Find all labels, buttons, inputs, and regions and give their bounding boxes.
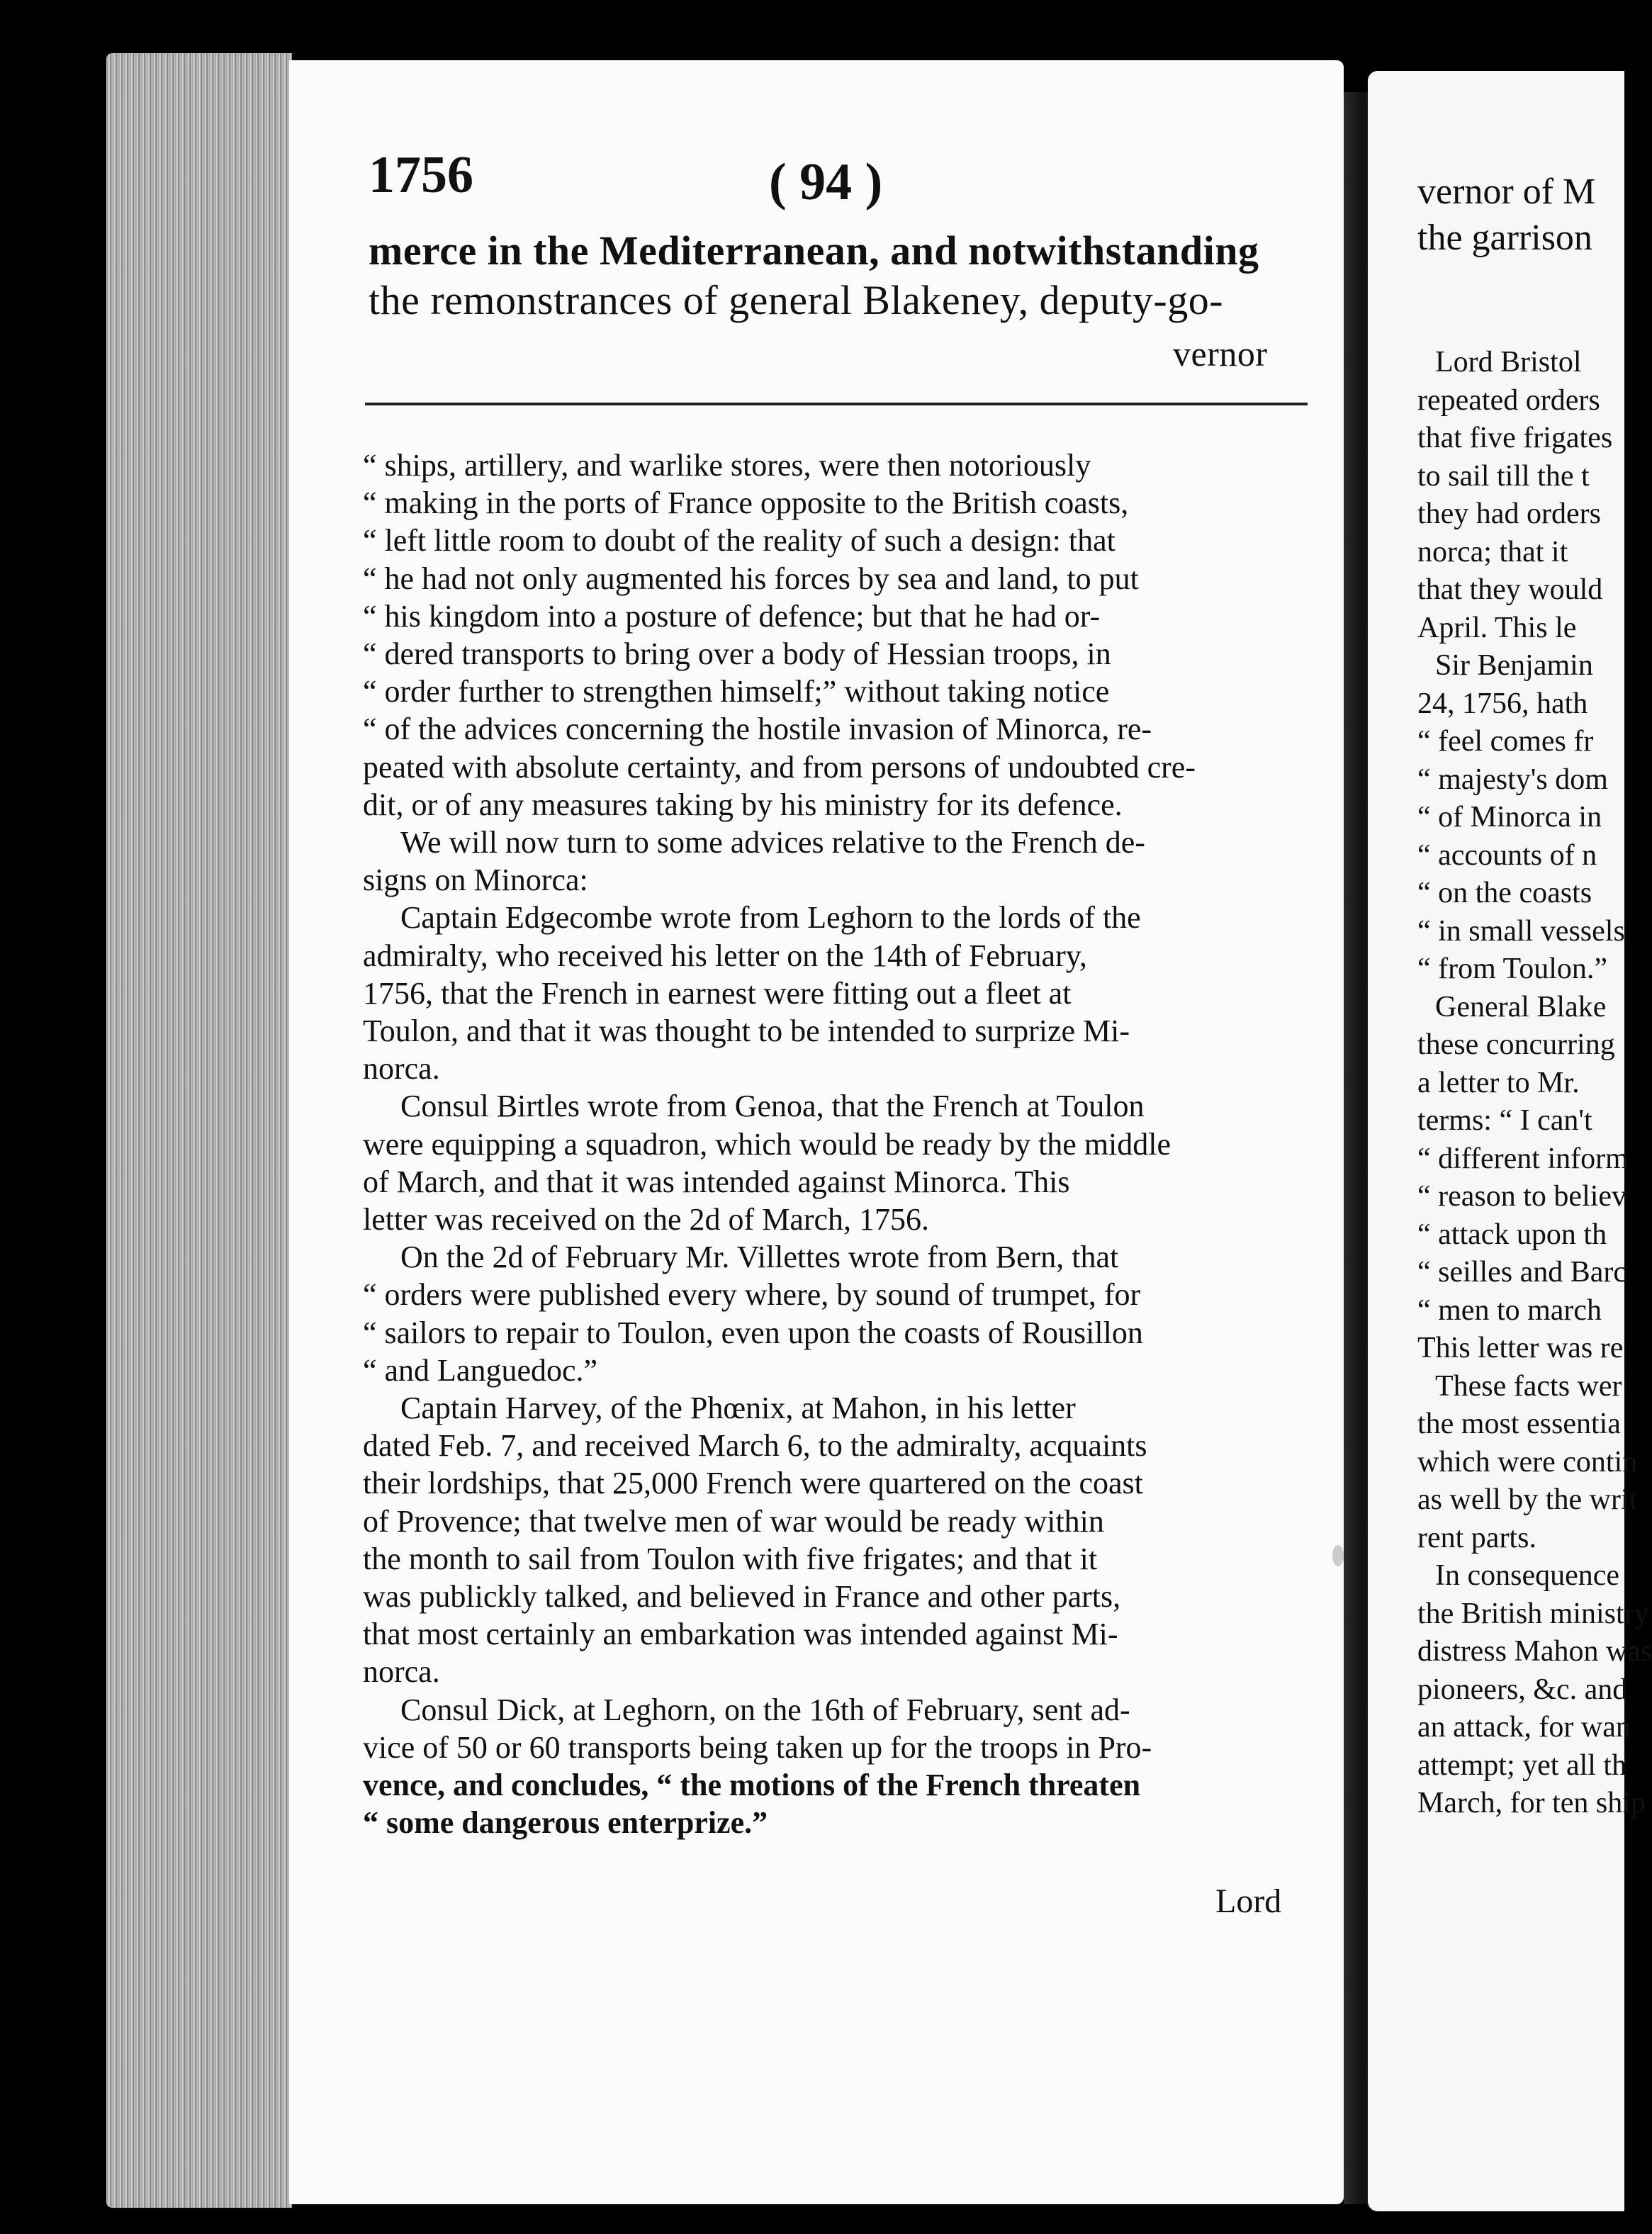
right-page-line: March, for ten ship <box>1417 1787 1646 1819</box>
right-page-line: rent parts. <box>1417 1521 1536 1554</box>
body-line: Captain Edgecombe wrote from Leghorn to the lords of the <box>400 900 1141 936</box>
body-line: letter was received on the 2d of March, 1756. <box>363 1202 930 1237</box>
body-line: Toulon, and that it was thought to be intended to surprize Mi- <box>363 1014 1130 1048</box>
body-line: their lordships, that 25,000 French were quartered on the coast <box>363 1466 1143 1501</box>
body-line: Consul Birtles wrote from Genoa, that the French at Toulon <box>400 1089 1145 1124</box>
header-rule <box>365 403 1308 405</box>
right-page-line: these concurring <box>1417 1028 1615 1061</box>
right-page-line: “ majesty's dom <box>1417 763 1608 796</box>
right-page-line: “ feel comes fr <box>1417 725 1594 758</box>
catchword: Lord <box>1215 1882 1282 1920</box>
body-line: We will now turn to some advices relative to the French de- <box>400 825 1145 860</box>
right-page-line: they had orders <box>1417 498 1601 530</box>
page-fore-edge <box>106 53 292 2208</box>
right-page-line: which were contin <box>1417 1445 1638 1478</box>
body-line: “ of the advices concerning the hostile invasion of Minorca, re- <box>363 712 1152 747</box>
right-page-line: These facts wer <box>1435 1369 1622 1403</box>
body-line: norca. <box>363 1051 440 1087</box>
right-page-line: the British ministry <box>1417 1597 1649 1630</box>
right-page-line: This letter was re <box>1417 1332 1624 1364</box>
body-line: Captain Harvey, of the Phœnix, at Mahon, in his letter <box>400 1391 1076 1425</box>
body-line: dit, or of any measures taking by his ministry for its defence. <box>363 787 1123 822</box>
body-line: 1756, that the French in earnest were fitting out a fleet at <box>363 975 1072 1011</box>
right-page-line: “ on the coasts <box>1417 877 1592 909</box>
right-page-line: as well by the writ <box>1417 1483 1638 1516</box>
body-line: “ left little room to doubt of the reality of such a design: that <box>363 523 1116 558</box>
right-page-line: “ attack upon th <box>1417 1218 1607 1251</box>
right-page-line: attempt; yet all th <box>1417 1749 1627 1782</box>
right-page-line: “ men to march <box>1417 1293 1602 1327</box>
body-line: vice of 50 or 60 transports being taken up for the troops in Pro- <box>363 1729 1152 1765</box>
right-page-line: vernor of M <box>1417 172 1596 212</box>
body-line: “ he had not only augmented his forces by sea and land, to put <box>363 561 1139 596</box>
right-page-line: “ accounts of n <box>1417 838 1597 872</box>
body-line: “ and Languedoc.” <box>363 1352 598 1388</box>
body-line: “ order further to strengthen himself;” without taking notice <box>363 674 1110 709</box>
right-page-line: “ reason to believ <box>1417 1180 1627 1213</box>
right-page-line: to sail till the t <box>1417 459 1590 493</box>
body-line: “ dered transports to bring over a body of Hessian troops, in <box>363 636 1111 671</box>
right-page-line: an attack, for wan <box>1417 1711 1631 1744</box>
right-page-line: “ seilles and Barc <box>1417 1256 1627 1289</box>
right-page-line: Sir Benjamin <box>1435 649 1593 682</box>
body-line: norca. <box>363 1654 440 1690</box>
right-page-line: the garrison <box>1417 218 1592 258</box>
right-page-line: General Blake <box>1435 990 1607 1023</box>
right-page-line: pioneers, &c. and <box>1417 1673 1628 1706</box>
right-page-line: 24, 1756, hath <box>1417 687 1588 720</box>
body-line: that most certainly an embarkation was intended against Mi- <box>363 1617 1118 1652</box>
page-number: ( 94 ) <box>769 153 883 211</box>
right-page-line: the most essentia <box>1417 1408 1621 1440</box>
right-page-line: Lord Bristol <box>1435 346 1582 378</box>
body-line: “ orders were published every where, by sound of trumpet, for <box>363 1277 1141 1313</box>
body-line: the month to sail from Toulon with five frigates; and that it <box>363 1541 1098 1576</box>
body-line: “ his kingdom into a posture of defence; but that he had or- <box>363 598 1101 634</box>
right-page-line: “ of Minorca in <box>1417 801 1602 833</box>
body-line: were equipping a squadron, which would be ready by the middle <box>363 1126 1171 1162</box>
body-line: “ some dangerous enterprize.” <box>363 1805 768 1841</box>
body-line: admiralty, who received his letter on the 14th of February, <box>363 938 1087 973</box>
right-page-line: “ different inform <box>1417 1142 1629 1175</box>
body-line: peated with absolute certainty, and from persons of undoubted cre- <box>363 749 1196 785</box>
body-line: “ ships, artillery, and warlike stores, were then notoriously <box>363 448 1091 483</box>
body-line: On the 2d of February Mr. Villettes wrote from Bern, that <box>400 1240 1119 1275</box>
body-line: vence, and concludes, “ the motions of the French threaten <box>363 1768 1141 1802</box>
right-page-line: terms: “ I can't <box>1417 1104 1592 1137</box>
body-line: Consul Dick, at Leghorn, on the 16th of February, sent ad- <box>400 1692 1130 1727</box>
running-head-year: 1756 <box>369 146 473 204</box>
header-line-2: the remonstrances of general Blakeney, deputy-go- <box>369 277 1224 323</box>
body-line: was publickly talked, and believed in France and other parts, <box>363 1579 1121 1614</box>
right-page-line: “ in small vessels <box>1417 914 1625 948</box>
body-line: “ sailors to repair to Toulon, even upon the coasts of Rousillon <box>363 1315 1143 1350</box>
right-page-line: a letter to Mr. <box>1417 1066 1580 1099</box>
right-page-line: that five frigates <box>1417 422 1613 454</box>
page-fold-mark <box>1332 1545 1344 1566</box>
right-page <box>1368 71 1652 2211</box>
right-page-line: April. This le <box>1417 611 1577 644</box>
body-line: signs on Minorca: <box>363 863 588 898</box>
right-page-line: In consequence <box>1435 1559 1620 1592</box>
right-page-line: norca; that it <box>1417 535 1568 568</box>
body-line: of March, and that it was intended against Minorca. This <box>363 1164 1070 1199</box>
body-line: “ making in the ports of France opposite to the British coasts, <box>363 485 1129 521</box>
right-page-line: repeated orders <box>1417 383 1600 417</box>
right-page-line: that they would <box>1417 573 1603 606</box>
body-line: of Provence; that twelve men of war would be ready within <box>363 1503 1104 1539</box>
right-page-line: distress Mahon was <box>1417 1635 1652 1668</box>
header-line-1: merce in the Mediterranean, and notwithstanding <box>369 228 1259 274</box>
right-page-line: “ from Toulon.” <box>1417 953 1608 985</box>
header-line-3: vernor <box>1173 334 1268 374</box>
body-line: dated Feb. 7, and received March 6, to the admiralty, acquaints <box>363 1428 1147 1464</box>
